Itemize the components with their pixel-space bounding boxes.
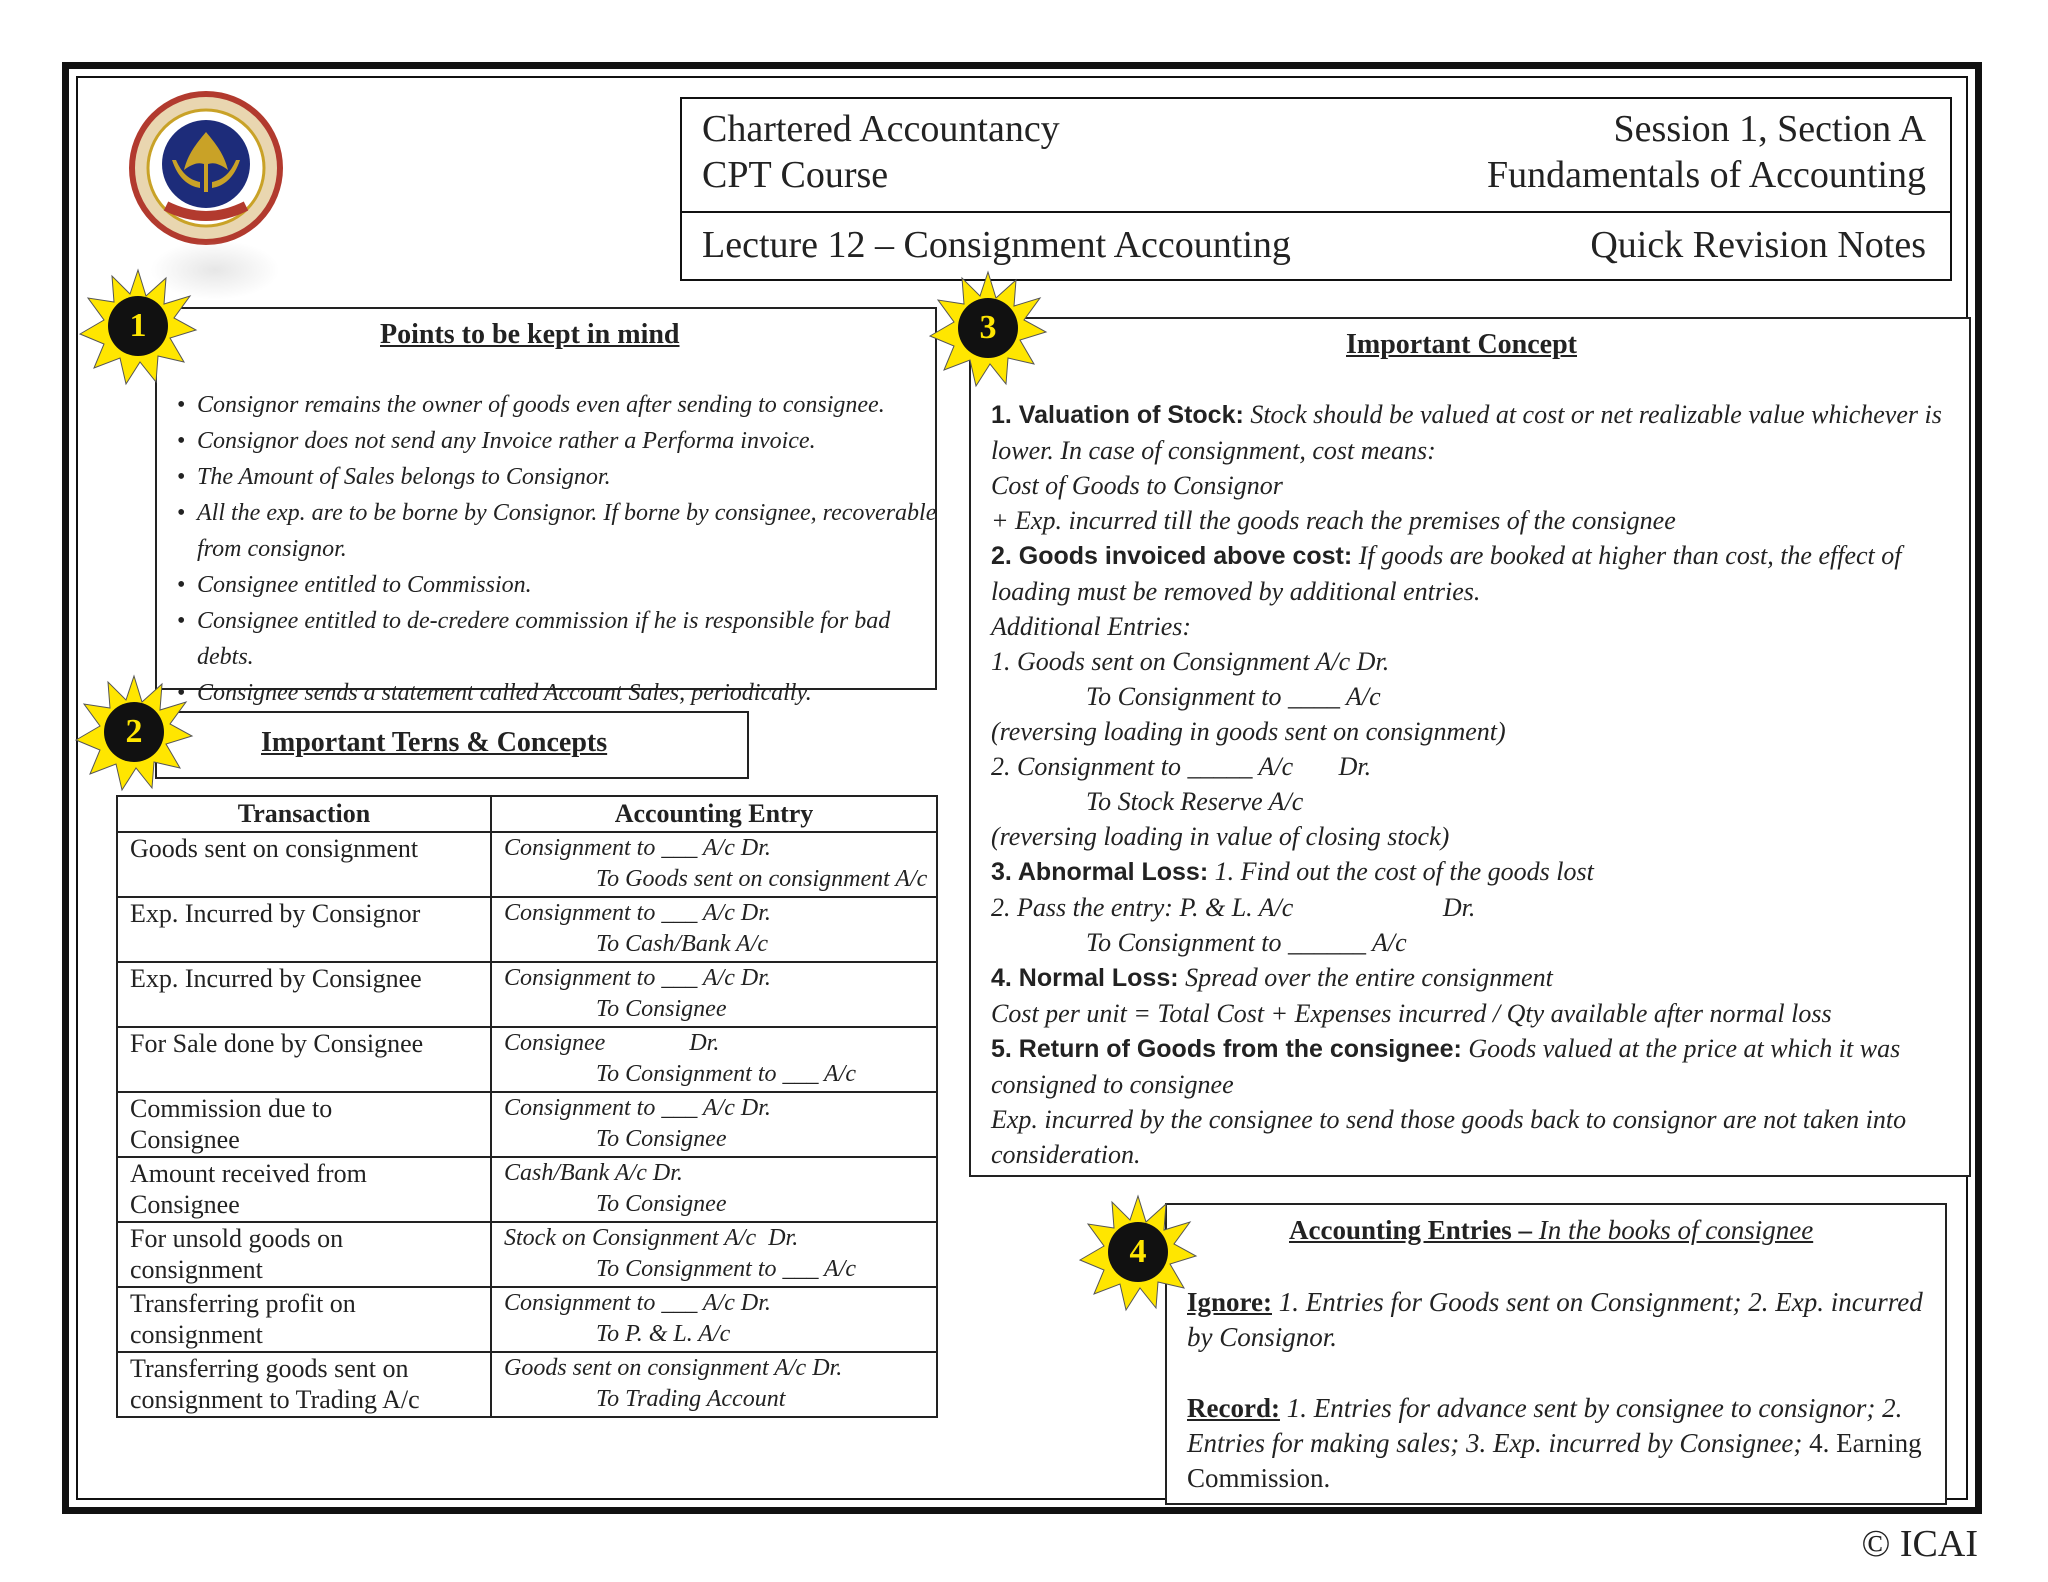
badge-number: 4 (1129, 1233, 1147, 1270)
record-paragraph: Record: 1. Entries for advance sent by consignee to consignor; 2. Entries for making sales; 3. Exp. incurred by Consignee; 4. Earning Commission. (1187, 1393, 1922, 1493)
transaction-cell: Goods sent on consignment (117, 832, 491, 897)
concept-box (969, 317, 1971, 1177)
icai-logo (126, 88, 286, 248)
consignee-entries-box (1165, 1203, 1947, 1505)
notes-type: Quick Revision Notes (1590, 224, 1926, 266)
table-row (117, 962, 937, 1027)
list-item: • Consignor remains the owner of goods even after sending to consignee. (177, 387, 937, 423)
lecture-box (680, 211, 1952, 281)
entry-cell: Cash/Bank A/c Dr. To Consignee (491, 1157, 937, 1222)
table-row (117, 1157, 937, 1222)
session-line1: Session 1, Section A (1613, 108, 1926, 150)
concept-line: 2. Consignment to _____ A/c Dr. (991, 752, 1372, 781)
table-row (117, 1027, 937, 1092)
terms-title: Important Terns & Concepts (261, 727, 608, 758)
concept-line: 2. Pass the entry: P. & L. A/c Dr. (991, 893, 1476, 922)
concept-line: To Stock Reserve A/c (1086, 787, 1304, 816)
normal-loss-paragraph: 4. Normal Loss: Spread over the entire consignment (991, 963, 1553, 992)
section-badge-3 (928, 268, 1048, 388)
entry-cell: Stock on Consignment A/c Dr. To Consignment to ___ A/c (491, 1222, 937, 1287)
transaction-cell: Exp. Incurred by Consignor (117, 897, 491, 962)
table-row (117, 897, 937, 962)
table-row (117, 1287, 937, 1352)
concept-line: 1. Goods sent on Consignment A/c Dr. (991, 647, 1390, 676)
table-header-row (117, 796, 937, 832)
points-list (177, 387, 937, 711)
list-item: • The Amount of Sales belongs to Consignor. (177, 459, 937, 495)
list-item: • Consignee entitled to de-credere commission if he is responsible for bad debts. (177, 603, 937, 675)
transaction-cell: For unsold goods on consignment (117, 1222, 491, 1287)
list-item: • Consignor does not send any Invoice rather a Performa invoice. (177, 423, 937, 459)
transaction-cell: Exp. Incurred by Consignee (117, 962, 491, 1027)
points-box (155, 307, 937, 706)
concept-line: Exp. incurred by the consignee to send those goods back to consignor are not taken into consideration. (991, 1105, 1907, 1169)
session-line2: Fundamentals of Accounting (1486, 154, 1926, 196)
concept-line: + Exp. incurred till the goods reach the premises of the consignee (991, 506, 1676, 535)
concept-line: (reversing loading in value of closing stock) (991, 822, 1450, 851)
transaction-cell: Amount received from Consignee (117, 1157, 491, 1222)
badge-number: 2 (125, 713, 143, 750)
list-item: • Consignee entitled to Commission. (177, 567, 937, 603)
transaction-cell: For Sale done by Consignee (117, 1027, 491, 1092)
list-item: • All the exp. are to be borne by Consignor. If borne by consignee, recoverable from consignor. (177, 495, 937, 567)
col-accounting-entry: Accounting Entry (491, 796, 937, 832)
entry-cell: Consignment to ___ A/c Dr. To P. & L. A/c (491, 1287, 937, 1352)
entry-cell: Goods sent on consignment A/c Dr. To Trading Account (491, 1352, 937, 1417)
transaction-cell: Commission due to Consignee (117, 1092, 491, 1157)
consignee-entries-title: Accounting Entries – In the books of consignee (1289, 1215, 1814, 1245)
points-title: Points to be kept in mind (380, 319, 680, 350)
course-line1: Chartered Accountancy (702, 108, 1060, 150)
invoiced-paragraph: 2. Goods invoiced above cost: If goods are booked at higher than cost, the effect of loading must be removed by additional entries. (991, 541, 1902, 606)
ignore-paragraph: Ignore: 1. Entries for Goods sent on Consignment; 2. Exp. incurred by Consignor. (1187, 1287, 1923, 1352)
concept-line: To Consignment to ______ A/c (1086, 928, 1407, 957)
badge-number: 1 (129, 307, 147, 344)
concept-line: Cost per unit = Total Cost + Expenses incurred / Qty available after normal loss (991, 999, 1832, 1028)
entries-table (116, 795, 938, 1418)
transaction-cell: Transferring profit on consignment (117, 1287, 491, 1352)
table-row (117, 1092, 937, 1157)
table-row (117, 832, 937, 897)
terms-title-box (155, 711, 749, 779)
col-transaction: Transaction (117, 796, 491, 832)
table-row (117, 1352, 937, 1417)
entry-cell: Consignment to ___ A/c Dr. To Goods sent on consignment A/c (491, 832, 937, 897)
section-badge-2 (74, 672, 194, 792)
entry-cell: Consignment to ___ A/c Dr. To Consignee (491, 962, 937, 1027)
valuation-paragraph: 1. Valuation of Stock: Stock should be valued at cost or net realizable value whichever is lower. In case of consignment, cost means: (991, 400, 1942, 465)
section-badge-1 (78, 266, 198, 386)
course-line2: CPT Course (702, 154, 889, 196)
return-goods-paragraph: 5. Return of Goods from the consignee: Goods valued at the price at which it was consigned to consignee (991, 1034, 1901, 1099)
concept-line: Cost of Goods to Consignor (991, 471, 1283, 500)
header-box (680, 97, 1952, 213)
entry-cell: Consignment to ___ A/c Dr. To Cash/Bank A/c (491, 897, 937, 962)
concept-line: Additional Entries: (991, 612, 1192, 641)
concept-body (991, 397, 1949, 1172)
concept-line: (reversing loading in goods sent on consignment) (991, 717, 1506, 746)
list-item: • Consignee sends a statement called Account Sales, periodically. (177, 675, 937, 711)
concept-line: To Consignment to ____ A/c (1086, 682, 1381, 711)
entry-cell: Consignee Dr. To Consignment to ___ A/c (491, 1027, 937, 1092)
table-row (117, 1222, 937, 1287)
concept-title: Important Concept (1346, 329, 1577, 360)
copyright: © ICAI (1861, 1523, 1978, 1565)
transaction-cell: Transferring goods sent on consignment to Trading A/c (117, 1352, 491, 1417)
section-badge-4 (1078, 1192, 1198, 1312)
badge-number: 3 (979, 309, 997, 346)
lecture-title: Lecture 12 – Consignment Accounting (702, 224, 1291, 266)
abnormal-loss-paragraph: 3. Abnormal Loss: 1. Find out the cost of the goods lost (991, 857, 1594, 886)
entry-cell: Consignment to ___ A/c Dr. To Consignee (491, 1092, 937, 1157)
